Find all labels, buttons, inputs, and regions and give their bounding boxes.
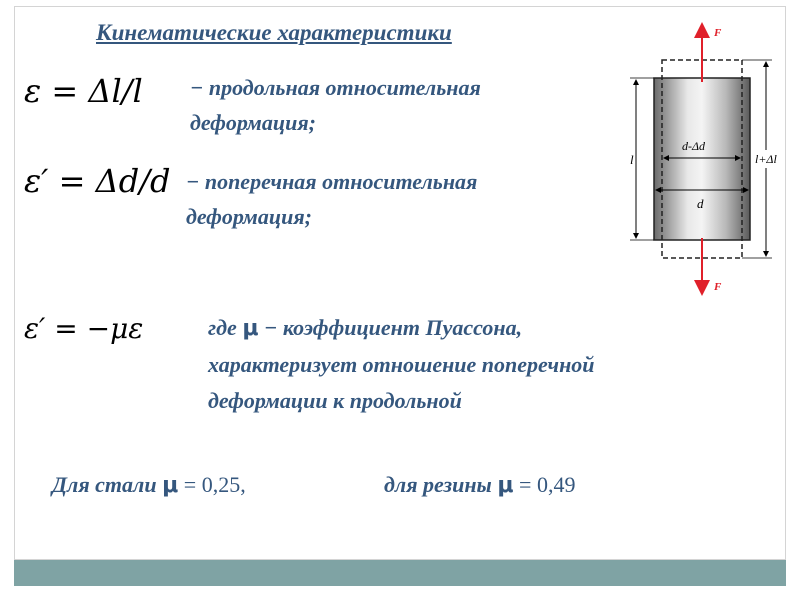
steel-example bbox=[52, 472, 246, 498]
text-fragment: Для стали bbox=[52, 472, 163, 497]
rubber-example bbox=[384, 472, 575, 498]
rubber-poisson-value: 0,49 bbox=[536, 472, 576, 497]
description-line bbox=[208, 310, 595, 347]
description-line: характеризует отношение поперечной bbox=[208, 352, 595, 377]
text-fragment: − коэффициент Пуассона, bbox=[258, 315, 523, 340]
force-label-bottom: F bbox=[714, 281, 722, 293]
formula-transverse-strain: ε′ = Δd/d bbox=[24, 162, 171, 200]
longitudinal-strain-description bbox=[190, 70, 481, 140]
footer-bar bbox=[14, 560, 786, 586]
equals-sign: = bbox=[513, 472, 537, 497]
tension-specimen-diagram bbox=[596, 20, 786, 302]
description-line: деформации к продольной bbox=[208, 388, 462, 413]
description-line: деформация; bbox=[186, 204, 312, 229]
length-label: l bbox=[630, 152, 634, 167]
description-line: − поперечная относительная bbox=[186, 169, 478, 194]
description-line: деформация; bbox=[190, 110, 316, 135]
reduced-diameter-label: d-Δd bbox=[682, 139, 706, 153]
description-line: − продольная относительная bbox=[190, 75, 481, 100]
specimen-cylinder bbox=[654, 78, 750, 240]
diameter-label: d bbox=[697, 196, 704, 211]
elongated-length-label: l+Δl bbox=[755, 152, 777, 166]
text-fragment: где bbox=[208, 315, 243, 340]
text-fragment: для резины bbox=[384, 472, 498, 497]
steel-poisson-value: 0,25, bbox=[201, 472, 246, 497]
formula-poisson-relation: ε′ = −με bbox=[24, 312, 144, 345]
mu-symbol: μ bbox=[497, 473, 514, 498]
formula-longitudinal-strain: ε = Δl/l bbox=[24, 72, 143, 110]
force-label-top: F bbox=[714, 27, 722, 39]
mu-symbol: μ bbox=[242, 316, 259, 341]
poisson-description bbox=[208, 310, 595, 419]
transverse-strain-description bbox=[186, 164, 477, 234]
equals-sign: = bbox=[178, 472, 202, 497]
slide-title: Кинематические характеристики bbox=[96, 20, 452, 45]
mu-symbol: μ bbox=[162, 473, 179, 498]
